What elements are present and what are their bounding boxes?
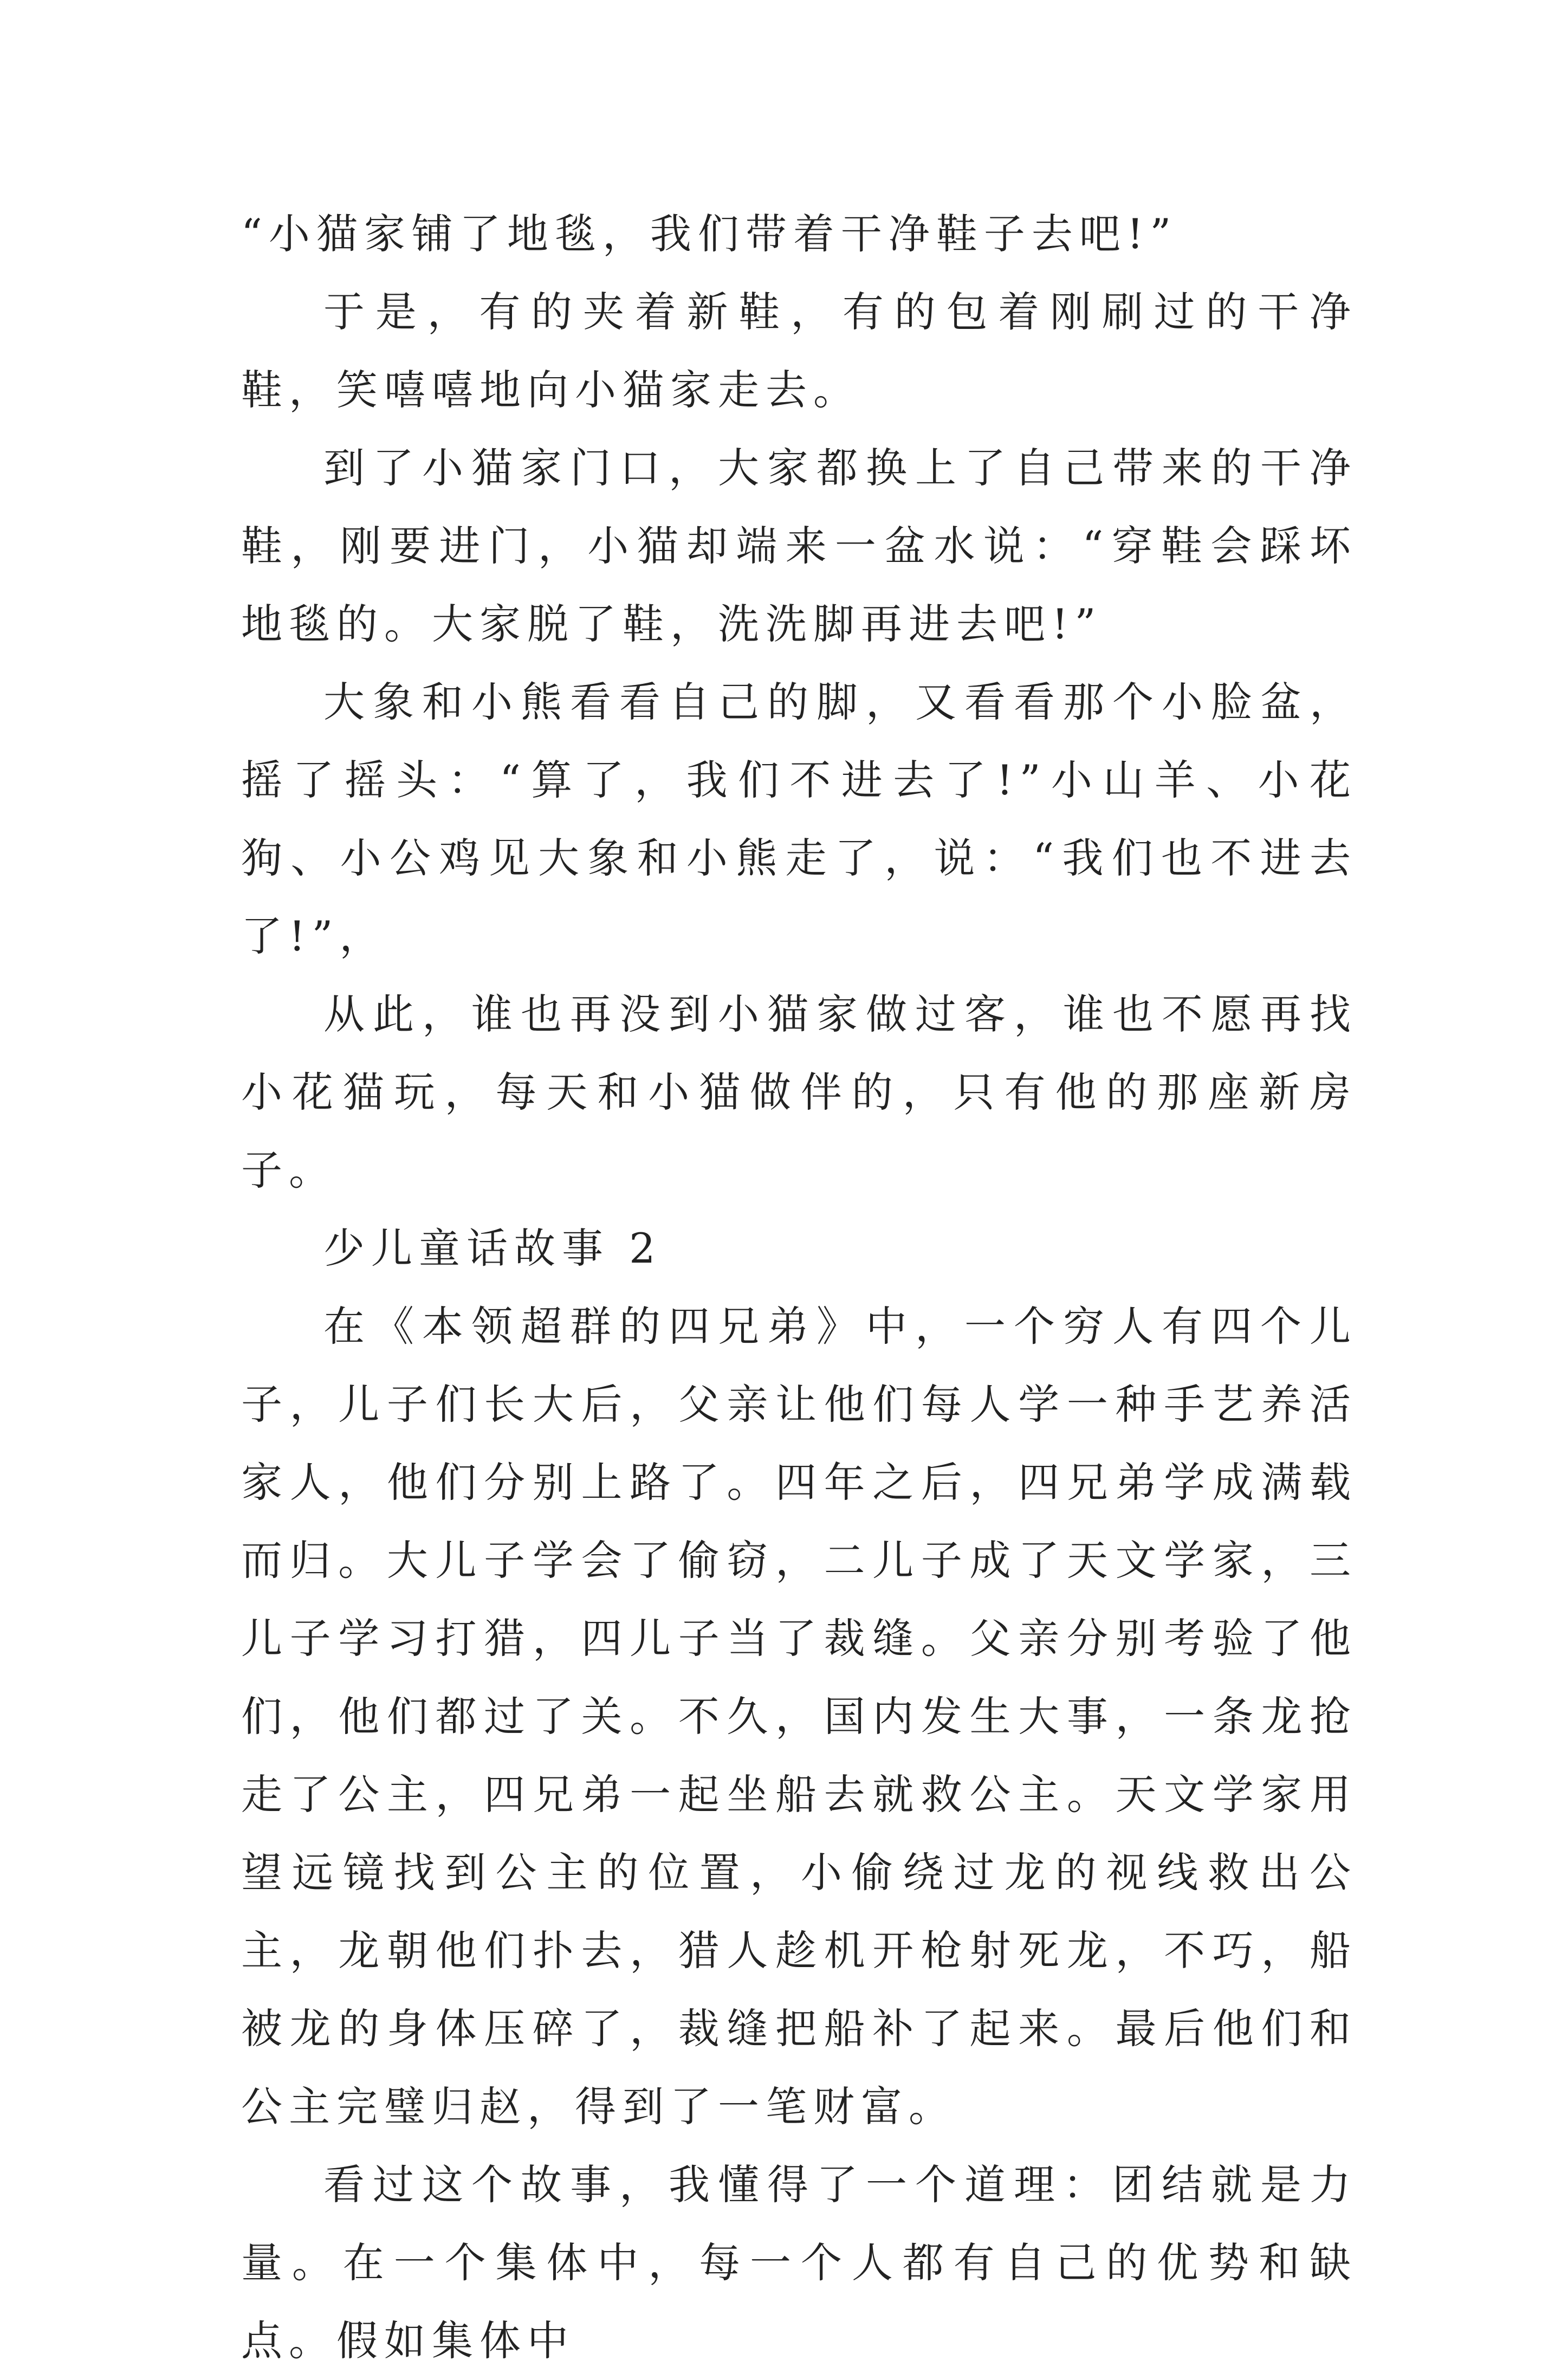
paragraph-quote-carpet: “小猫家铺了地毯，我们带着干净鞋子去吧!” — [241, 210, 1178, 258]
paragraph-since-then: 从此，谁也再没到小猫家做过客，谁也不愿再找小花猫玩，每天和小猫做伴的，只有他的那座新房子。 — [241, 990, 1357, 1194]
paragraph-at-the-door: 到了小猫家门口，大家都换上了自己带来的干净鞋，刚要进门，小猫却端来一盆水说：“穿鞋会踩坏地毯的。大家脱了鞋，洗洗脚再进去吧!” — [241, 444, 1357, 648]
paragraph-lesson: 看过这个故事，我懂得了一个道理：团结就是力量。在一个集体中，每一个人都有自己的优势和缺点。假如集体中 — [241, 2161, 1357, 2365]
section-heading: 少儿童话故事 2 — [323, 1224, 662, 1272]
paragraph-friends-set-off: 于是，有的夹着新鞋，有的包着刚刷过的干净鞋，笑嘻嘻地向小猫家走去。 — [241, 288, 1357, 414]
paragraph-elephant-and-bear: 大象和小熊看看自己的脚，又看看那个小脸盆，摇了摇头：“算了，我们不进去了!”小山羊、小花狗、小公鸡见大象和小熊走了，说：“我们也不进去了!”， — [241, 678, 1357, 960]
paragraph-four-brothers: 在《本领超群的四兄弟》中，一个穷人有四个儿子，儿子们长大后，父亲让他们每人学一种手艺养活家人，他们分别上路了。四年之后，四兄弟学成满载而归。大儿子学会了偷窃，二儿子成了天文学家，三儿子学习打猎，四儿子当了裁缝。父亲分别考验了他们，他们都过了关。不久，国内发生大事，一条龙抢走了公主，四兄弟一起坐船去就救公主。天文学家用望远镜找到公主的位置，小偷绕过龙的视线救出公主，龙朝他们扑去，猎人趁机开枪射死龙，不巧，船被龙的身体压碎了，裁缝把船补了起来。最后他们和公主完璧归赵，得到了一笔财富。 — [241, 1302, 1357, 2131]
document-body — [241, 195, 1357, 2380]
